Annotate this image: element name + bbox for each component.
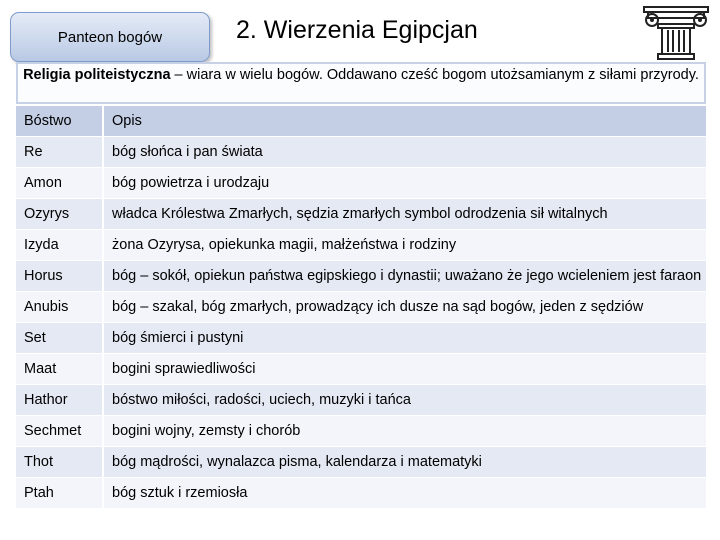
table-row [16,137,706,168]
deity-name: Amon [16,168,103,199]
table-body [16,137,706,509]
deity-name: Izyda [16,230,103,261]
intro-text: – wiara w wielu bogów. Oddawano cześć bogom utożsamianym z siłami przyrody. [170,67,699,83]
deity-description: żona Ozyrysa, opiekunka magii, małżeństwa i rodziny [103,230,706,261]
page-title: 2. Wierzenia Egipcjan [236,16,478,44]
deity-description: bóg mądrości, wynalazca pisma, kalendarza i matematyki [103,447,706,478]
table-row [16,416,706,447]
deity-name: Anubis [16,292,103,323]
table-row [16,323,706,354]
table-row [16,478,706,509]
section-badge [10,12,210,62]
deity-description: bóg – szakal, bóg zmarłych, prowadzący ich dusze na sąd bogów, jeden z sędziów [103,292,706,323]
deity-description: bogini sprawiedliwości [103,354,706,385]
deity-name: Re [16,137,103,168]
deity-name: Maat [16,354,103,385]
table-row [16,199,706,230]
deity-description: bóg – sokół, opiekun państwa egipskiego i dynastii; uważano że jego wcieleniem jest faraon [103,261,706,292]
deity-name: Set [16,323,103,354]
intro-box [16,62,706,104]
deity-name: Ozyrys [16,199,103,230]
table-row [16,385,706,416]
gods-table [16,106,706,508]
table-row [16,168,706,199]
deity-description: władca Królestwa Zmarłych, sędzia zmarłych symbol odrodzenia sił witalnych [103,199,706,230]
deity-name: Sechmet [16,416,103,447]
deity-name: Ptah [16,478,103,509]
table-row [16,230,706,261]
table-row [16,354,706,385]
table-row [16,292,706,323]
deity-description: bóg sztuk i rzemiosła [103,478,706,509]
deity-description: bóstwo miłości, radości, uciech, muzyki i tańca [103,385,706,416]
greek-column-icon [640,4,712,62]
deity-name: Hathor [16,385,103,416]
table-row [16,447,706,478]
deity-description: bogini wojny, zemsty i chorób [103,416,706,447]
table-row [16,261,706,292]
header-deity: Bóstwo [16,106,103,137]
intro-bold-term: Religia politeistyczna [23,67,171,83]
deity-name: Horus [16,261,103,292]
table-header-row [16,106,706,137]
deity-description: bóg słońca i pan świata [103,137,706,168]
deity-name: Thot [16,447,103,478]
section-badge-label: Panteon bogów [57,28,163,46]
deity-description: bóg śmierci i pustyni [103,323,706,354]
header-description: Opis [103,106,706,137]
deity-description: bóg powietrza i urodzaju [103,168,706,199]
